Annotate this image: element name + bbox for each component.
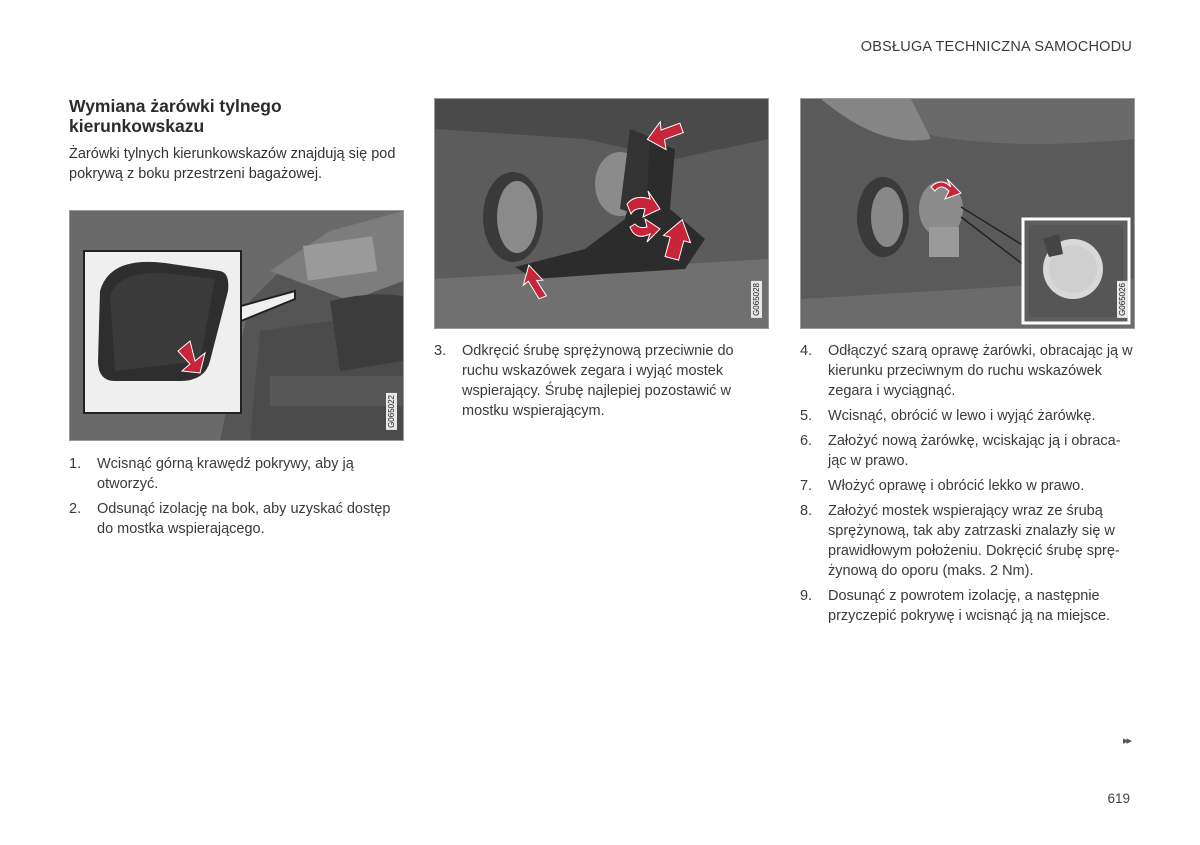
list-item: 9. Dosunąć z powrotem izolację, a następnie przyczepić pokrywę i wcisnąć ją na miejsce. bbox=[800, 588, 1111, 624]
figure-support-bridge bbox=[434, 98, 769, 329]
running-header: OBSŁUGA TECHNICZNA SAMOCHODU bbox=[860, 39, 1132, 55]
list-item: 8. Założyć mostek wspierający wraz ze śrubą sprężynową, tak aby zatrzaski znalazły się w prawidłowym położeniu. Dokręcić śrubę sprę-żynową do oporu (maks. 2 Nm). bbox=[800, 503, 1120, 579]
list-item: 4. Odłączyć szarą oprawę żarówki, obracając ją w kierunku przeciwnym do ruchu wskazówek zegara i wyciągnąć. bbox=[800, 343, 1133, 399]
figure-bulb-holder bbox=[800, 98, 1135, 329]
page-number: 619 bbox=[1107, 791, 1130, 806]
list-item: 3. Odkręcić śrubę sprężynową przeciwnie do ruchu wskazówek zegara i wyjąć mostek wspierający. Śrubę najlepiej pozostawić w mostku wspierającym. bbox=[434, 343, 734, 419]
column-right bbox=[800, 98, 1135, 631]
figure-code: G065026 bbox=[1118, 283, 1127, 316]
bulb-holder-illustration bbox=[801, 99, 1134, 328]
list-item: 5. Wcisnąć, obrócić w lewo i wyjąć żarówkę. bbox=[800, 408, 1096, 424]
support-bridge-illustration bbox=[435, 99, 768, 328]
steps-list-middle bbox=[434, 341, 769, 421]
column-left bbox=[69, 96, 404, 544]
intro-paragraph: Żarówki tylnych kierunkowskazów znajdują się pod pokrywą z boku przestrzeni bagażowej. bbox=[69, 146, 396, 182]
column-middle bbox=[434, 98, 769, 426]
figure-code: G065028 bbox=[752, 283, 761, 316]
list-item: 2. Odsunąć izolację na bok, aby uzyskać dostęp do mostka wspierającego. bbox=[69, 501, 391, 537]
steps-list-left bbox=[69, 454, 404, 539]
list-item: 1. Wcisnąć górną krawędź pokrywy, aby ją otworzyć. bbox=[69, 456, 354, 492]
trunk-cover-illustration bbox=[70, 211, 403, 440]
figure-code: G065022 bbox=[387, 395, 396, 428]
section-title: Wymiana żarówki tylnego kierunkowskazu bbox=[69, 96, 282, 136]
list-item: 7. Włożyć oprawę i obrócić lekko w prawo. bbox=[800, 478, 1085, 494]
steps-list-right bbox=[800, 341, 1135, 626]
continued-marker-icon: ▸▸ bbox=[1122, 735, 1130, 747]
list-item: 6. Założyć nową żarówkę, wciskając ją i obraca-jąc w prawo. bbox=[800, 433, 1121, 469]
figure-trunk-cover bbox=[69, 210, 404, 441]
